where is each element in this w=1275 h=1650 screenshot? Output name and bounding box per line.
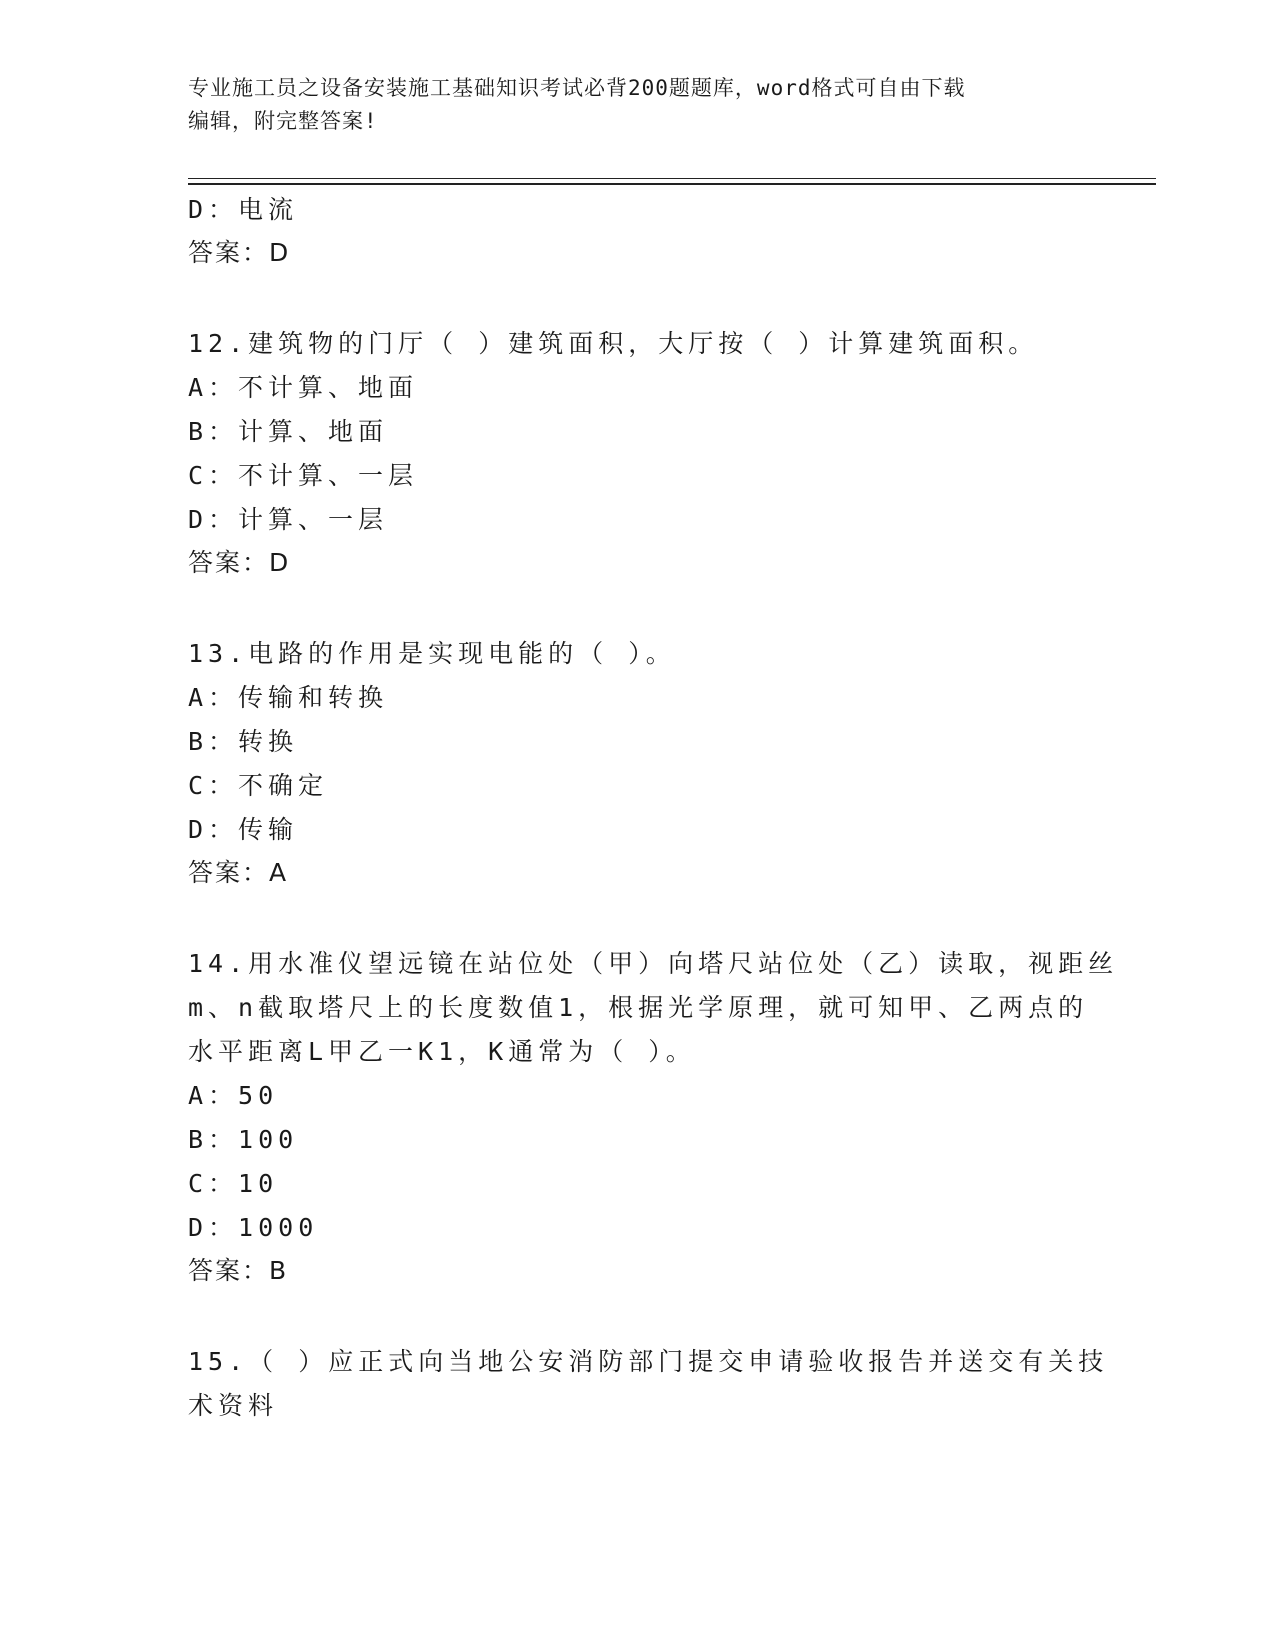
header-rule-thick	[188, 183, 1156, 185]
q14-stem-line2: m、n截取塔尺上的长度数值1，根据光学原理，就可知甲、乙两点的	[188, 993, 1089, 1022]
header-rule-thin	[188, 178, 1156, 179]
q14-option-d: D：1000	[188, 1213, 319, 1242]
q12-option-d: D：计算、一层	[188, 505, 389, 534]
q14-option-b: B：100	[188, 1125, 299, 1154]
q14-option-a: A：50	[188, 1081, 279, 1110]
q14-option-c: C：10	[188, 1169, 279, 1198]
q12-answer: 答案：D	[188, 548, 291, 577]
q14-answer: 答案：B	[188, 1256, 289, 1285]
q13-option-d: D：传输	[188, 815, 299, 844]
q12-option-c: C：不计算、一层	[188, 461, 419, 490]
q13-stem: 13.电路的作用是实现电能的（ ）。	[188, 639, 676, 668]
q13-option-b: B：转换	[188, 727, 299, 756]
q13-answer: 答案：A	[188, 858, 289, 887]
q11-option-d: D：电流	[188, 195, 299, 224]
q12-option-a: A：不计算、地面	[188, 373, 419, 402]
q12-option-b: B：计算、地面	[188, 417, 389, 446]
q13-option-c: C：不确定	[188, 771, 329, 800]
q15-stem-line1: 15.（ ）应正式向当地公安消防部门提交申请验收报告并送交有关技	[188, 1347, 1109, 1376]
q12-stem: 12.建筑物的门厅（ ）建筑面积，大厅按（ ）计算建筑面积。	[188, 329, 1039, 358]
page-header	[188, 72, 1088, 138]
q14-stem-line1: 14.用水准仪望远镜在站位处（甲）向塔尺站位处（乙）读取，视距丝	[188, 949, 1119, 978]
q14-stem-line3: 水平距离L甲乙一K1，K通常为（ ）。	[188, 1037, 696, 1066]
q15-stem-line2: 术资料	[188, 1391, 279, 1420]
header-title-line2: 编辑，附完整答案!	[188, 109, 378, 133]
header-title-line1: 专业施工员之设备安装施工基础知识考试必背200题题库，word格式可自由下载	[188, 76, 966, 100]
q11-answer: 答案：D	[188, 238, 291, 267]
q13-option-a: A：传输和转换	[188, 683, 389, 712]
